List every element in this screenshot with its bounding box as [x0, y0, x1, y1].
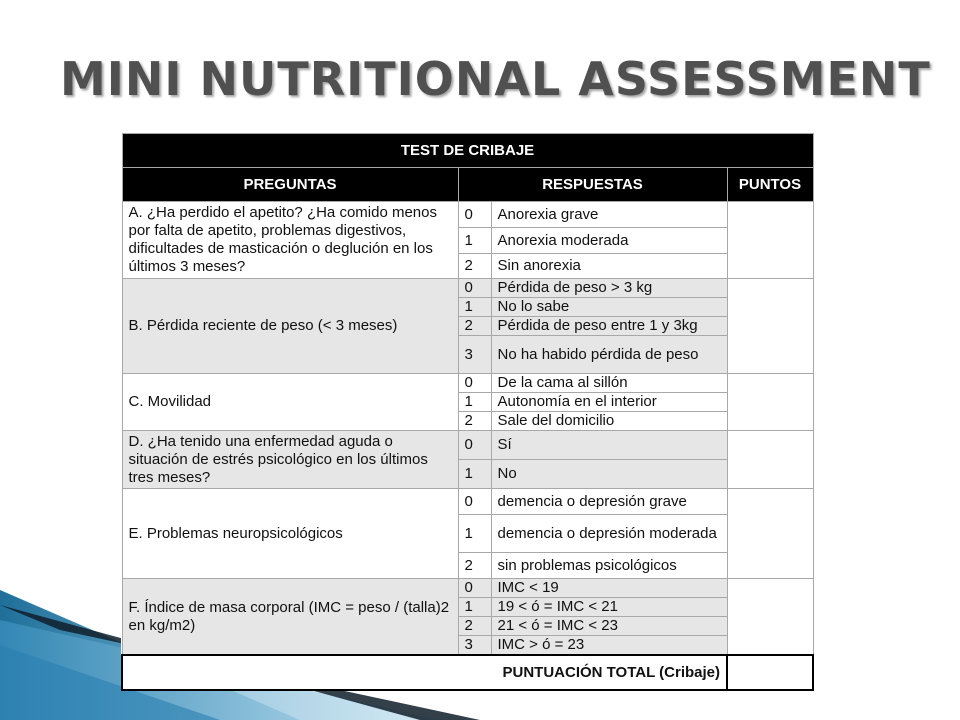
answer-text: 19 < ó = IMC < 21 — [491, 598, 727, 617]
table-row — [122, 489, 813, 515]
answer-text: Pérdida de peso entre 1 y 3kg — [491, 317, 727, 336]
table-row — [122, 279, 813, 298]
answer-code: 1 — [458, 515, 491, 553]
table-body — [122, 202, 813, 656]
questions-header: PREGUNTAS — [122, 168, 458, 202]
points-cell[interactable] — [727, 489, 813, 579]
answer-text: Autonomía en el interior — [491, 393, 727, 412]
table-row — [122, 374, 813, 393]
answer-text: Sin anorexia — [491, 254, 727, 279]
table-row — [122, 202, 813, 228]
answer-code: 0 — [458, 279, 491, 298]
answer-code: 0 — [458, 202, 491, 228]
question-cell: C. Movilidad — [122, 374, 458, 431]
table-title: TEST DE CRIBAJE — [122, 134, 813, 168]
points-cell[interactable] — [727, 579, 813, 656]
answer-code: 1 — [458, 298, 491, 317]
answer-text: Pérdida de peso > 3 kg — [491, 279, 727, 298]
answer-text: Anorexia grave — [491, 202, 727, 228]
answer-text: No — [491, 460, 727, 489]
answer-code: 1 — [458, 228, 491, 254]
answer-text: Sí — [491, 431, 727, 460]
answer-text: Anorexia moderada — [491, 228, 727, 254]
answer-text: 21 < ó = IMC < 23 — [491, 617, 727, 636]
answer-code: 0 — [458, 579, 491, 598]
answer-code: 2 — [458, 317, 491, 336]
table-row — [122, 431, 813, 460]
question-cell: B. Pérdida reciente de peso (< 3 meses) — [122, 279, 458, 374]
answer-code: 1 — [458, 460, 491, 489]
answer-text: IMC > ó = 23 — [491, 636, 727, 656]
answer-text: IMC < 19 — [491, 579, 727, 598]
question-cell: F. Índice de masa corporal (IMC = peso / (talla)2 en kg/m2) — [122, 579, 458, 656]
points-cell[interactable] — [727, 431, 813, 489]
answer-text: demencia o depresión moderada — [491, 515, 727, 553]
slide-title: MINI NUTRITIONAL ASSESSMENT — [60, 52, 931, 106]
question-cell: D. ¿Ha tenido una enfermedad aguda o situación de estrés psicológico en los últimos tres meses? — [122, 431, 458, 489]
answer-text: sin problemas psicológicos — [491, 553, 727, 579]
answer-code: 0 — [458, 374, 491, 393]
answer-code: 3 — [458, 636, 491, 656]
answer-text: De la cama al sillón — [491, 374, 727, 393]
answer-code: 0 — [458, 489, 491, 515]
total-label: PUNTUACIÓN TOTAL (Cribaje) — [122, 655, 727, 690]
points-header: PUNTOS — [727, 168, 813, 202]
answer-code: 2 — [458, 254, 491, 279]
points-cell[interactable] — [727, 202, 813, 279]
question-cell: A. ¿Ha perdido el apetito? ¿Ha comido menos por falta de apetito, problemas digestivos, dificultades de masticación o deglución en los últimos 3 meses? — [122, 202, 458, 279]
answer-text: Sale del domicilio — [491, 412, 727, 431]
answer-code: 2 — [458, 412, 491, 431]
answer-code: 3 — [458, 336, 491, 374]
answer-text: demencia o depresión grave — [491, 489, 727, 515]
answers-header: RESPUESTAS — [458, 168, 727, 202]
answer-text: No lo sabe — [491, 298, 727, 317]
total-points-cell[interactable] — [727, 655, 813, 690]
answer-code: 2 — [458, 553, 491, 579]
question-cell: E. Problemas neuropsicológicos — [122, 489, 458, 579]
points-cell[interactable] — [727, 374, 813, 431]
table-row — [122, 579, 813, 598]
answer-text: No ha habido pérdida de peso — [491, 336, 727, 374]
screening-table — [121, 133, 814, 691]
points-cell[interactable] — [727, 279, 813, 374]
answer-code: 1 — [458, 598, 491, 617]
answer-code: 2 — [458, 617, 491, 636]
answer-code: 1 — [458, 393, 491, 412]
answer-code: 0 — [458, 431, 491, 460]
